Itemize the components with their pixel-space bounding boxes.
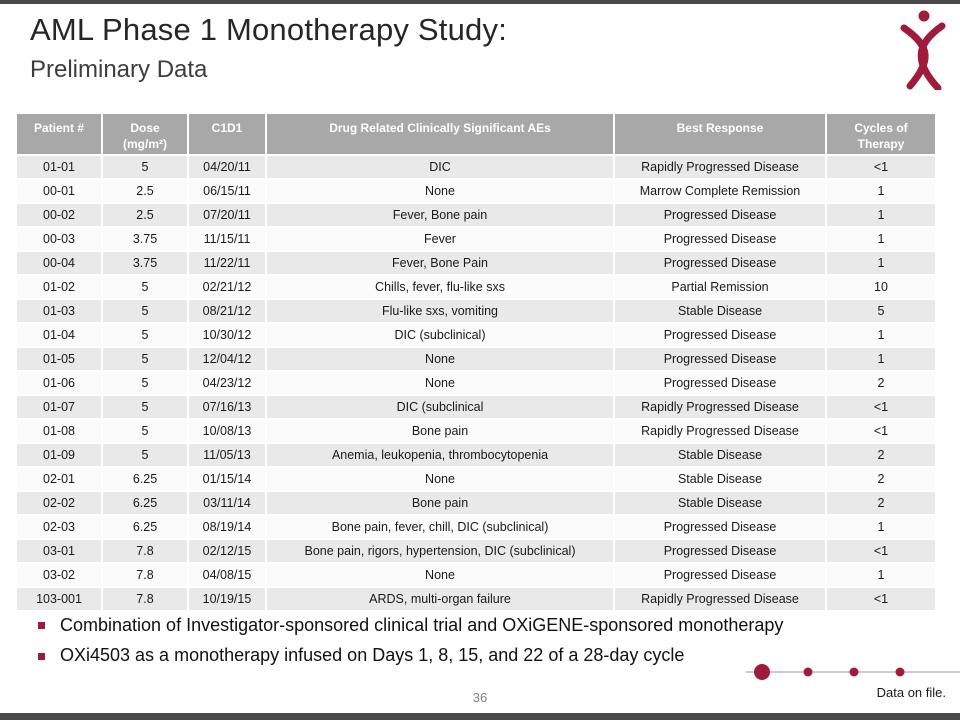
table-row <box>17 540 935 562</box>
table-cell: 1 <box>827 204 935 226</box>
table-cell: 11/22/11 <box>189 252 265 274</box>
table-cell: Progressed Disease <box>615 564 825 586</box>
table-cell: <1 <box>827 420 935 442</box>
oxigene-figure-logo-icon <box>896 8 948 90</box>
table-cell: Progressed Disease <box>615 228 825 250</box>
table-header-row <box>17 114 935 154</box>
table-cell: DIC (subclinical <box>267 396 613 418</box>
table-cell: 5 <box>103 372 187 394</box>
table-cell: 00-02 <box>17 204 101 226</box>
table-cell: 2 <box>827 468 935 490</box>
table-cell: 2 <box>827 372 935 394</box>
table-cell: 11/15/11 <box>189 228 265 250</box>
table-cell: 01-08 <box>17 420 101 442</box>
table-cell: Anemia, leukopenia, thrombocytopenia <box>267 444 613 466</box>
table-cell: Stable Disease <box>615 468 825 490</box>
table-cell: Fever, Bone Pain <box>267 252 613 274</box>
table-cell: 5 <box>103 276 187 298</box>
table-cell: Progressed Disease <box>615 252 825 274</box>
table-row <box>17 492 935 514</box>
table-cell: 1 <box>827 180 935 202</box>
table-cell: 5 <box>103 348 187 370</box>
table-row <box>17 396 935 418</box>
table-cell: 3.75 <box>103 252 187 274</box>
table-cell: Rapidly Progressed Disease <box>615 588 825 610</box>
table-cell: 01-05 <box>17 348 101 370</box>
table-cell: 1 <box>827 324 935 346</box>
table-cell: None <box>267 372 613 394</box>
table-cell: Stable Disease <box>615 444 825 466</box>
table-cell: 3.75 <box>103 228 187 250</box>
table-cell: Progressed Disease <box>615 204 825 226</box>
table-cell: 103-001 <box>17 588 101 610</box>
table-cell: 2.5 <box>103 204 187 226</box>
table-cell: ARDS, multi-organ failure <box>267 588 613 610</box>
page-number: 36 <box>472 690 488 705</box>
table-cell: 00-01 <box>17 180 101 202</box>
table-cell: Bone pain, rigors, hypertension, DIC (subclinical) <box>267 540 613 562</box>
table-row <box>17 156 935 178</box>
table-cell: 2.5 <box>103 180 187 202</box>
table-row <box>17 348 935 370</box>
slide-subtitle: Preliminary Data <box>30 56 208 83</box>
table-cell: 01-09 <box>17 444 101 466</box>
bullet-text: Combination of Investigator-sponsored clinical trial and OXiGENE-sponsored monotherapy <box>60 615 784 635</box>
table-cell: Marrow Complete Remission <box>615 180 825 202</box>
table-cell: 01-01 <box>17 156 101 178</box>
table-cell: 10/19/15 <box>189 588 265 610</box>
table-cell: 5 <box>103 324 187 346</box>
table-cell: 6.25 <box>103 492 187 514</box>
table-cell: Flu-like sxs, vomiting <box>267 300 613 322</box>
table-cell: Stable Disease <box>615 492 825 514</box>
table-row <box>17 444 935 466</box>
table-row <box>17 252 935 274</box>
study-table <box>15 112 937 612</box>
table-cell: 03/11/14 <box>189 492 265 514</box>
table-cell: <1 <box>827 588 935 610</box>
table-cell: Progressed Disease <box>615 324 825 346</box>
table-cell: Fever, Bone pain <box>267 204 613 226</box>
table-cell: 01-02 <box>17 276 101 298</box>
table-cell: 11/05/13 <box>189 444 265 466</box>
slide-title: AML Phase 1 Monotherapy Study: <box>30 12 508 47</box>
column-header: Dose (mg/m²) <box>103 114 187 154</box>
table-row <box>17 468 935 490</box>
table-row <box>17 516 935 538</box>
table-cell: Rapidly Progressed Disease <box>615 396 825 418</box>
table-cell: DIC (subclinical) <box>267 324 613 346</box>
table-cell: None <box>267 348 613 370</box>
bullet-square-icon <box>38 653 45 660</box>
table-row <box>17 324 935 346</box>
table-cell: 02-03 <box>17 516 101 538</box>
table-cell: 7.8 <box>103 588 187 610</box>
table-row <box>17 372 935 394</box>
table-cell: 01/15/14 <box>189 468 265 490</box>
table-cell: 1 <box>827 516 935 538</box>
table-cell: 5 <box>103 420 187 442</box>
table-row <box>17 300 935 322</box>
table-cell: 1 <box>827 228 935 250</box>
table-row <box>17 420 935 442</box>
table-cell: 12/04/12 <box>189 348 265 370</box>
table-cell: None <box>267 468 613 490</box>
table-cell: None <box>267 180 613 202</box>
table-cell: Bone pain <box>267 492 613 514</box>
bullet-square-icon <box>38 622 45 629</box>
table-cell: 04/20/11 <box>189 156 265 178</box>
table-cell: 03-01 <box>17 540 101 562</box>
table-cell: 04/08/15 <box>189 564 265 586</box>
table-cell: Partial Remission <box>615 276 825 298</box>
table-cell: 5 <box>103 156 187 178</box>
table-cell: Progressed Disease <box>615 516 825 538</box>
table-cell: Fever <box>267 228 613 250</box>
table-cell: <1 <box>827 156 935 178</box>
table-cell: 00-03 <box>17 228 101 250</box>
column-header: Cycles of Therapy <box>827 114 935 154</box>
table-cell: 01-03 <box>17 300 101 322</box>
table-cell: 7.8 <box>103 540 187 562</box>
table-cell: 08/21/12 <box>189 300 265 322</box>
bullet-item <box>38 614 918 637</box>
table-cell: 02/21/12 <box>189 276 265 298</box>
table-cell: 6.25 <box>103 468 187 490</box>
column-header: C1D1 <box>189 114 265 154</box>
table-row <box>17 228 935 250</box>
table-cell: Chills, fever, flu-like sxs <box>267 276 613 298</box>
table-cell: Bone pain <box>267 420 613 442</box>
table-cell: 01-06 <box>17 372 101 394</box>
table-cell: 01-07 <box>17 396 101 418</box>
table-cell: Rapidly Progressed Disease <box>615 156 825 178</box>
table-cell: 7.8 <box>103 564 187 586</box>
table-cell: Progressed Disease <box>615 348 825 370</box>
table-cell: <1 <box>827 396 935 418</box>
column-header: Drug Related Clinically Significant AEs <box>267 114 613 154</box>
table-row <box>17 276 935 298</box>
table-row <box>17 588 935 610</box>
column-header: Best Response <box>615 114 825 154</box>
table-cell: DIC <box>267 156 613 178</box>
table-body <box>17 156 935 610</box>
table-cell: <1 <box>827 540 935 562</box>
table-row <box>17 564 935 586</box>
table-cell: 06/15/11 <box>189 180 265 202</box>
table-cell: 04/23/12 <box>189 372 265 394</box>
table-cell: 5 <box>103 300 187 322</box>
table-cell: 07/16/13 <box>189 396 265 418</box>
table-cell: 1 <box>827 348 935 370</box>
table-cell: 08/19/14 <box>189 516 265 538</box>
table-cell: 03-02 <box>17 564 101 586</box>
column-header: Patient # <box>17 114 101 154</box>
table-cell: 01-04 <box>17 324 101 346</box>
table-cell: 5 <box>827 300 935 322</box>
table-cell: 02-02 <box>17 492 101 514</box>
table-cell: 1 <box>827 564 935 586</box>
table-cell: 2 <box>827 492 935 514</box>
dot-decoration <box>746 662 960 682</box>
table-cell: None <box>267 564 613 586</box>
table-cell: 00-04 <box>17 252 101 274</box>
table-cell: 02-01 <box>17 468 101 490</box>
table-cell: 1 <box>827 252 935 274</box>
table-cell: Progressed Disease <box>615 372 825 394</box>
table-row <box>17 180 935 202</box>
table-cell: 10 <box>827 276 935 298</box>
slide <box>0 4 960 713</box>
table-cell: Bone pain, fever, chill, DIC (subclinical) <box>267 516 613 538</box>
table-cell: 10/08/13 <box>189 420 265 442</box>
footnote: Data on file. <box>876 685 946 700</box>
bullet-text: OXi4503 as a monotherapy infused on Days 1, 8, 15, and 22 of a 28-day cycle <box>60 645 685 666</box>
table-cell: Rapidly Progressed Disease <box>615 420 825 442</box>
table-cell: 10/30/12 <box>189 324 265 346</box>
table-cell: 5 <box>103 396 187 418</box>
table-cell: 5 <box>103 444 187 466</box>
table-cell: 02/12/15 <box>189 540 265 562</box>
table-cell: 07/20/11 <box>189 204 265 226</box>
table-cell: 2 <box>827 444 935 466</box>
table-cell: Stable Disease <box>615 300 825 322</box>
table-cell: 6.25 <box>103 516 187 538</box>
table-row <box>17 204 935 226</box>
table-cell: Progressed Disease <box>615 540 825 562</box>
